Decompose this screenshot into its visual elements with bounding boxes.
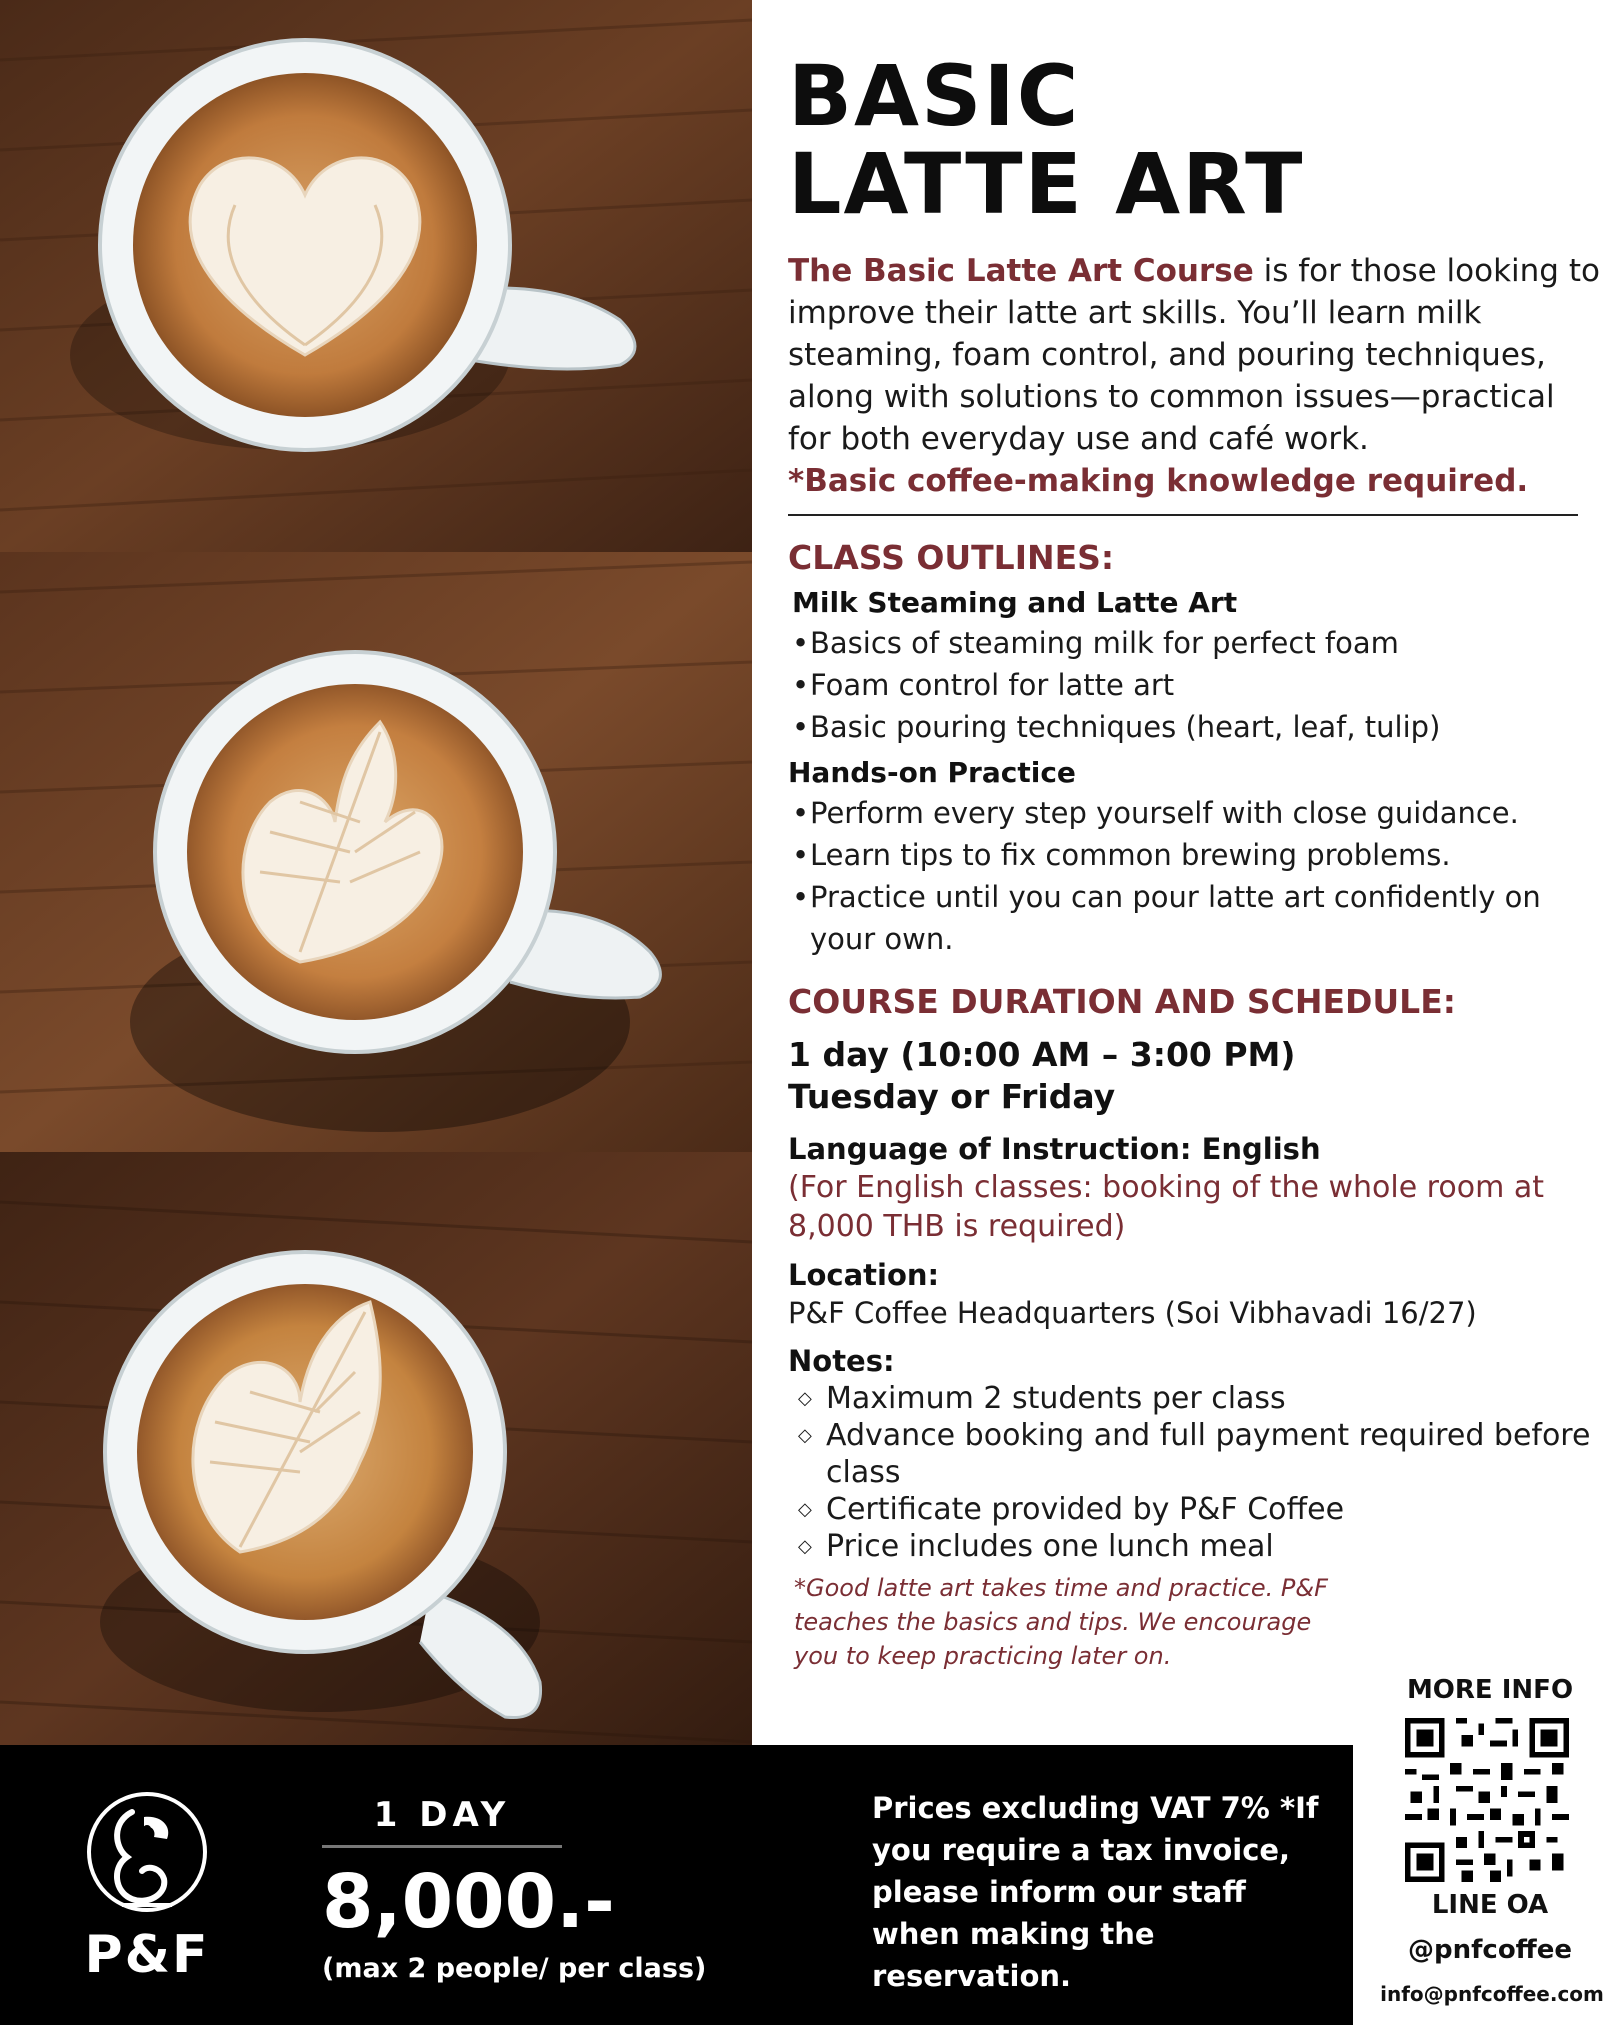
list-item: ◇ Certificate provided by P&F Coffee (798, 1492, 1345, 1527)
outline-section-2-title: Hands-on Practice (788, 756, 1076, 789)
vat-note: Prices excluding VAT 7% *If you require a tax invoice, please inform our staff when making the reservation. (872, 1791, 1319, 1993)
intro-text: is for those looking to improve their latte art skills. You’ll learn milk steaming, foam control, and pouring techniques, along with solutions to common issues—practical for both everyday use and café work. (788, 253, 1600, 457)
parrot-logo-icon (52, 1787, 242, 1987)
list-item: ◇ Advance booking and full payment required before class (798, 1418, 1591, 1490)
contact-email[interactable]: info@pnfcoffee.com (1380, 1982, 1604, 2006)
more-info-label: MORE INFO (1406, 1675, 1574, 1705)
line-oa-label: LINE OA (1431, 1890, 1549, 1920)
language-label: Language of Instruction: English (788, 1132, 1321, 1166)
list-item: ◇ Price includes one lunch meal (798, 1529, 1274, 1564)
list-item: •Basic pouring techniques (heart, leaf, tulip) (792, 710, 1441, 744)
latte-photo-rosetta (0, 552, 752, 1152)
title-line-2: LATTE ART (788, 135, 1305, 233)
course-duration: 1 day (10:00 AM – 3:00 PM) (788, 1035, 1296, 1074)
list-item: •Foam control for latte art (792, 668, 1175, 702)
latte-photo-leaf (0, 1152, 752, 1745)
price-note: (max 2 people/ per class) (322, 1953, 707, 1984)
list-item: •Practice until you can pour latte art confidently on your own. (792, 880, 1541, 956)
outline-section-1-list (788, 622, 1603, 748)
page-title (788, 47, 1603, 233)
course-price: 8,000.- (322, 1859, 615, 1945)
diamond-bullet-icon: ◇ (798, 1425, 812, 1446)
price-bar (0, 1745, 1353, 2025)
divider (788, 514, 1578, 516)
svg-text:P&F: P&F (84, 1925, 210, 1985)
practice-quote: *Good latte art takes time and practice. P&F teaches the basics and tips. We encourage you to keep practicing later on. (794, 1574, 1328, 1670)
schedule-heading: COURSE DURATION AND SCHEDULE: (788, 982, 1456, 1021)
line-handle[interactable]: @pnfcoffee (1407, 1935, 1573, 1965)
location-label: Location: (788, 1258, 940, 1292)
course-content (788, 47, 1603, 1673)
notes-label: Notes: (788, 1344, 895, 1378)
course-days: Tuesday or Friday (788, 1077, 1116, 1116)
latte-photo-heart (0, 0, 752, 552)
outline-section-2-list (788, 792, 1603, 960)
qr-code-icon[interactable] (1405, 1718, 1569, 1882)
list-item: •Perform every step yourself with close guidance. (792, 796, 1519, 830)
outline-section-1-title: Milk Steaming and Latte Art (792, 586, 1238, 619)
outline-heading: CLASS OUTLINES: (788, 538, 1115, 577)
location-value: P&F Coffee Headquarters (Soi Vibhavadi 16/27) (788, 1296, 1477, 1330)
list-item: •Basics of steaming milk for perfect foam (792, 626, 1399, 660)
notes-list (788, 1380, 1603, 1565)
title-line-1: BASIC (788, 47, 1081, 145)
photo-column (0, 0, 752, 1745)
duration-divider (322, 1845, 562, 1848)
duration-label: 1 DAY (373, 1795, 511, 1835)
brand-logo (52, 1787, 242, 1987)
intro-highlight: The Basic Latte Art Course (788, 253, 1254, 289)
language-note: (For English classes: booking of the whole room at 8,000 THB is required) (788, 1170, 1544, 1244)
course-intro (788, 250, 1603, 502)
list-item: •Learn tips to fix common brewing problems. (792, 838, 1451, 872)
list-item: ◇ Maximum 2 students per class (798, 1381, 1286, 1416)
diamond-bullet-icon: ◇ (798, 1536, 812, 1557)
intro-requirement: *Basic coffee-making knowledge required. (788, 463, 1529, 499)
diamond-bullet-icon: ◇ (798, 1499, 812, 1520)
diamond-bullet-icon: ◇ (798, 1388, 812, 1409)
